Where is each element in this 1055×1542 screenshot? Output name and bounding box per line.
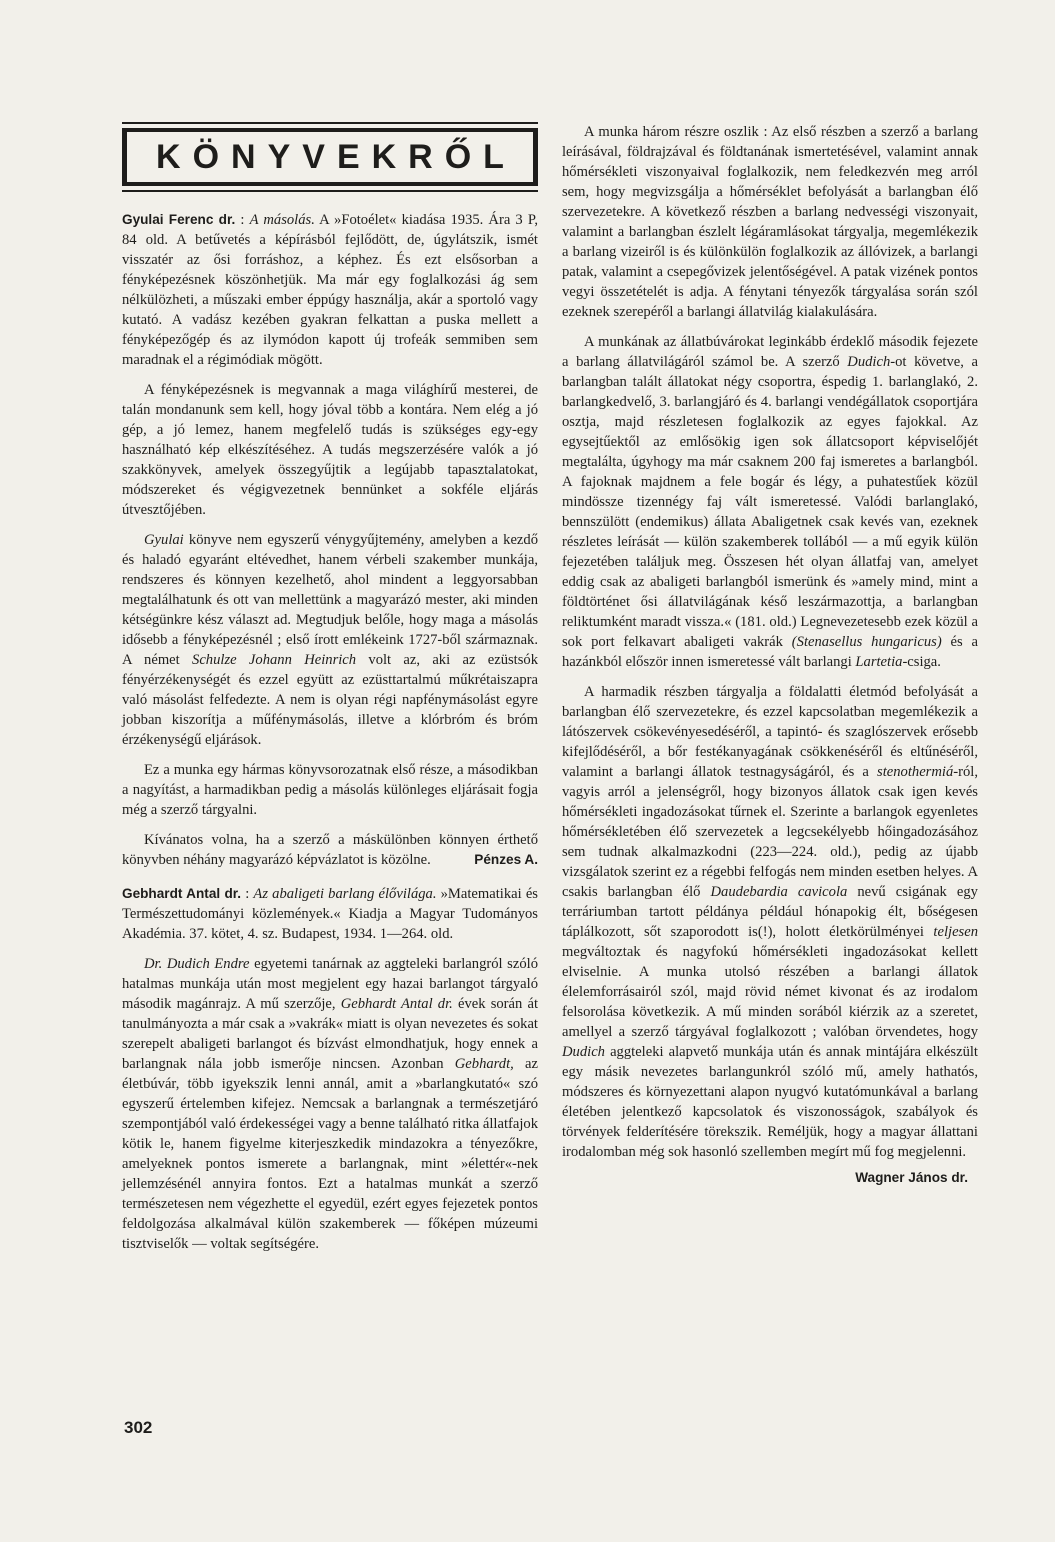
review-2-work-title: Az abaligeti barlang élővilága. [253,886,437,902]
review-2-signature: Wagner János dr. [855,1170,968,1185]
review-2-paragraph: A munkának az állatbúvárokat leginkább érdeklő második fejezete a barlang állatvilágáról számol be. A szerző Dudich-ot követve, a barlangban talált állatokat négy csoportra, éspedig 1. barlanglakó, 2. barlangkedvelő, 3. barlangjáró és 4. barlangi vendégállatok csoportjára osztja, majd részletesen foglalkozik az egyes fajokkal. Az egysejtűektől az emlősökig igen sok állatcsoport képviselőjét megtalálta, úgyhogy ma már csaknem 200 faj ismeretes a barlangból. A fajoknak majdnem a fele bogár és légy, a puhatestűek közül mindössze tizennégy faj vált ismeretessé. Valódi barlanglakó, bennszülött (endemikus) állata Abaligetnek csak kevés van, ezeknek részletes leírását — külön szakemberek tollából — a mű egyik külön fejezetében találjuk meg. Összesen hét olyan állatfaj van, amelyet eddig csak az abaligeti barlangból ismerünk és »amely mind, mint a földtörténet ősi állatvilágának késő leszármazottja, a barlangban reliktumként maradt vissza.« (181. old.) Legnevezetesebb ezek közül a sok port felkavart abaligeti vakrák (Stenasellus hungaricus) és a hazánkból először innen ismeretessé vált barlangi Lartetia-csiga. [562,334,978,670]
review-2-text: »Matematikai és Természettudományi közlemények.« Kiadja a Magyar Tudományos Akadémia. 37. kötet, 4. sz. Budapest, 1934. 1—264. old. [122,886,538,942]
review-1-signature: Pénzes A. [474,852,538,867]
review-1-paragraph: Ez a munka egy hármas könyvsorozatnak első része, a másodikban a nagyítást, a harmadikban pedig a másolás különleges eljárásait fogja még a szerző tárgyalni. [122,762,538,818]
review-1-paragraph: Gyulai könyve nem egyszerű vénygyűjtemény, amelyben a kezdő és haladó egyaránt eltévedhet, hanem vérbeli szakember munkája, rendszeres és könnyen kezelhető, ahol mindent a leggyorsabban megtalálhatunk és ott van mellettünk a magyarázó mester, aki minden kétségünkre kész választ ad. Megtudjuk belőle, hogy maga a másolás idősebb a fényképezésnél ; első írott emlékeink 1727-ből származnak. A német Schulze Johann Heinrich volt az, aki az ezüstsók fényérzékenységét és ezzel együtt az ezüsttartalmú műkrétaiszapra való másolást felfedezte. A nem is olyan régi napfénymásolást egyre jobban kiszorítja a műfénymásolás, illetve a klórbróm és bróm érzékenységű eljárások. [122,532,538,748]
section-title-box [122,128,538,186]
right-column [562,122,978,1188]
review-1-paragraph: A fényképezésnek is megvannak a maga világhírű mesterei, de talán mondanunk sem kell, hogy jóval több a kontára. Nem elég a jó gép, a jó lemez, hanem megfelelő tudás is szükséges egy-egy használható kép elkészítéséhez. A tudás megszerzésére valók a jó szakkönyvek, amelyek összegyűjtik a legújabb tapasztalatokat, módszereket és végigvezetnek bennünket a sokféle eljárás útvesztőjében. [122,382,538,518]
review-2-heading: Gebhardt Antal dr. : Az abaligeti barlang élővilága. »Matematikai és Természettudományi közlemények.« Kiadja a Magyar Tudományos Akadémia. 37. kötet, 4. sz. Budapest, 1934. 1—264. old. [122,886,538,942]
page-number: 302 [124,1418,153,1437]
left-column [122,122,538,1254]
section-title: KÖNYVEKRŐL [156,138,516,176]
review-2-paragraph: A munka három részre oszlik : Az első részben a szerző a barlang leírásával, földrajzával és földtanának ismertetésével, valamint annak hőmérsékleti viszonyaival foglalkozik, nem feledkezvén meg arról sem, hogy megvizsgálja a hőmérséklet befolyását a barlangban élő szervezetekre. A következő részben a barlang nedvességi viszonyait, valamint a barlangban észlelt légáramlásokat tárgyalja, megemlékezik a barlang vizeiről is és különkülön foglalkozik az állóvizek, a barlangi patak, valamint a csepegővizek jelentőségével. A patak vizének pontos vegyi összetételét is adja. A fénytani tényezők tárgyalása során szól ezeknek szerepéről a barlangi állatvilág kialakulására. [562,124,978,320]
review-1-heading: Gyulai Ferenc dr. : A másolás. A »Fotoélet« kiadása 1935. Ára 3 P, 84 old. A betűvetés a képírásból fejlődött, de, úgylátszik, ismét visszatér az ősi forráshoz, a képhez. És ezt elsősorban a fényképezésnek köszönhetjük. Ma már egy foglalkozási ág sem nélkülözheti, a műszaki ember éppúgy használja, akár a sportoló vagy kutató. A vadász kezében gyakran felkattan a puska mellett a fényképezőgép és az ilymódon kapott új trofeák semmiben sem maradnak el a régimódiak mögött. [122,212,539,368]
review-2-author: Gebhardt Antal dr. [122,886,242,901]
review-1-text: A »Fotoélet« kiadása 1935. Ára 3 P, 84 old. A betűvetés a képírásból fejlődött, de, úgylátszik, ismét visszatér az ősi forráshoz, a képhez. És ezt elsősorban a fényképezésnek köszönhetjük. Ma már egy foglalkozási ág sem nélkülözheti, a műszaki ember éppúgy használja, akár a sportoló vagy kutató. A vadász kezében gyakran felkattan a puska mellett a fényképezőgép és az ilymódon kapott új trofeák semmiben sem maradnak el a régimódiak mögött. [122,212,539,368]
review-1-work-title: A másolás. [249,212,315,228]
review-2-paragraph: A harmadik részben tárgyalja a földalatti életmód befolyását a barlangban élő szervezetekre, és ezzel kapcsolatban megemlékezik a látószervek csökevényesedéséről, a tapintó- és szaglószervek erősebb kifejlődéséről, a bőr festékanyagának csökkenéséről és eltűnéséről, valamint a barlangi állatok testnagyságáról, és a stenothermiá-ról, vagyis arról a jelenségről, hogy bizonyos állatok csak igen kevés hőmérsékleti ingadozásokat tűrnek el. Szerinte a barlangok egyenletes hőmérsékletében élő szervezetek a legcsekélyebb hőingadozásához sem tudnak alkalmazkodni (223—224. old.), pedig az újabb vizsgálatok szerint ez a régebbi felfogás nem minden esetben helyes. A csakis barlangban élő Daudebardia cavicola nevű csigának egy terráriumban tartott példánya például hónapokig élt, bőségesen táplálkozott, sőt szaporodott is(!), holott életkörülményei teljesen megváltoztak és nagyfokú hőmérsékleti ingadozásokat kellett elviselnie. A munka utolsó részében a barlangi állatok élelemforrásairól szól, majd rövid német kivonat és az irodalom felsorolása következik. A mű minden sorából kiérzik az a szeretet, amellyel a szerző tárgyával foglalkozott ; valóban örvendetes, hogy Dudich aggteleki alapvető munkája után és annak mintájára elkészült egy másik nevezetes barlangunkról szóló mű, amely hathatós, módszeres és környezettani alapon nyugvó kutatómunkával a barlang életében jelentkező kapcsolatok és viszonosságok, szabályok és törvények felderítésére törekszik. Reméljük, hogy a magyar állattani irodalomban még sok hasonló szellemben megírt mű fog megjelenni. [562,684,978,1160]
review-2-paragraph: Dr. Dudich Endre egyetemi tanárnak az aggteleki barlangról szóló hatalmas munkája után most megjelent egy hazai barlangot tárgyaló második magánrajz. A mű szerzője, Gebhardt Antal dr. évek során át tanulmányozta a már csak a »vakrák« miatt is olyan nevezetes és sokat szerepelt abaligeti barlangot és bízvást elmondhatjuk, hogy ennek a barlangnak nála jobb ismerője nincsen. Azonban Gebhardt, az életbúvár, több igyekszik lenni annál, amit a »barlangkutató« szó egyszerű értelemben kifejez. Nemcsak a barlangnak a természetjáró szempontjából való érdekességei vagy a benne található ritka állatfajok kötik le, hanem figyelme kiterjeszkedik mindazokra a tényezőkre, amelyeknek pontos ismerete a barlangnak, mint »élettér«-nek jellemzésénél annyira fontos. Ezt a hatalmas munkát a szerző természetesen nem végezhette el egyedül, ezért egyes fejezetek pontos feldolgozása alkalmával külön szakemberek — főképen múzeumi tisztviselők — voltak segítségére. [122,956,538,1252]
review-1-paragraph: Kívánatos volna, ha a szerző a máskülönben könnyen érthető könyvben néhány magyarázó képvázlatot is közölne. Pénzes A. [122,832,538,868]
review-1-author: Gyulai Ferenc dr. [122,212,236,227]
